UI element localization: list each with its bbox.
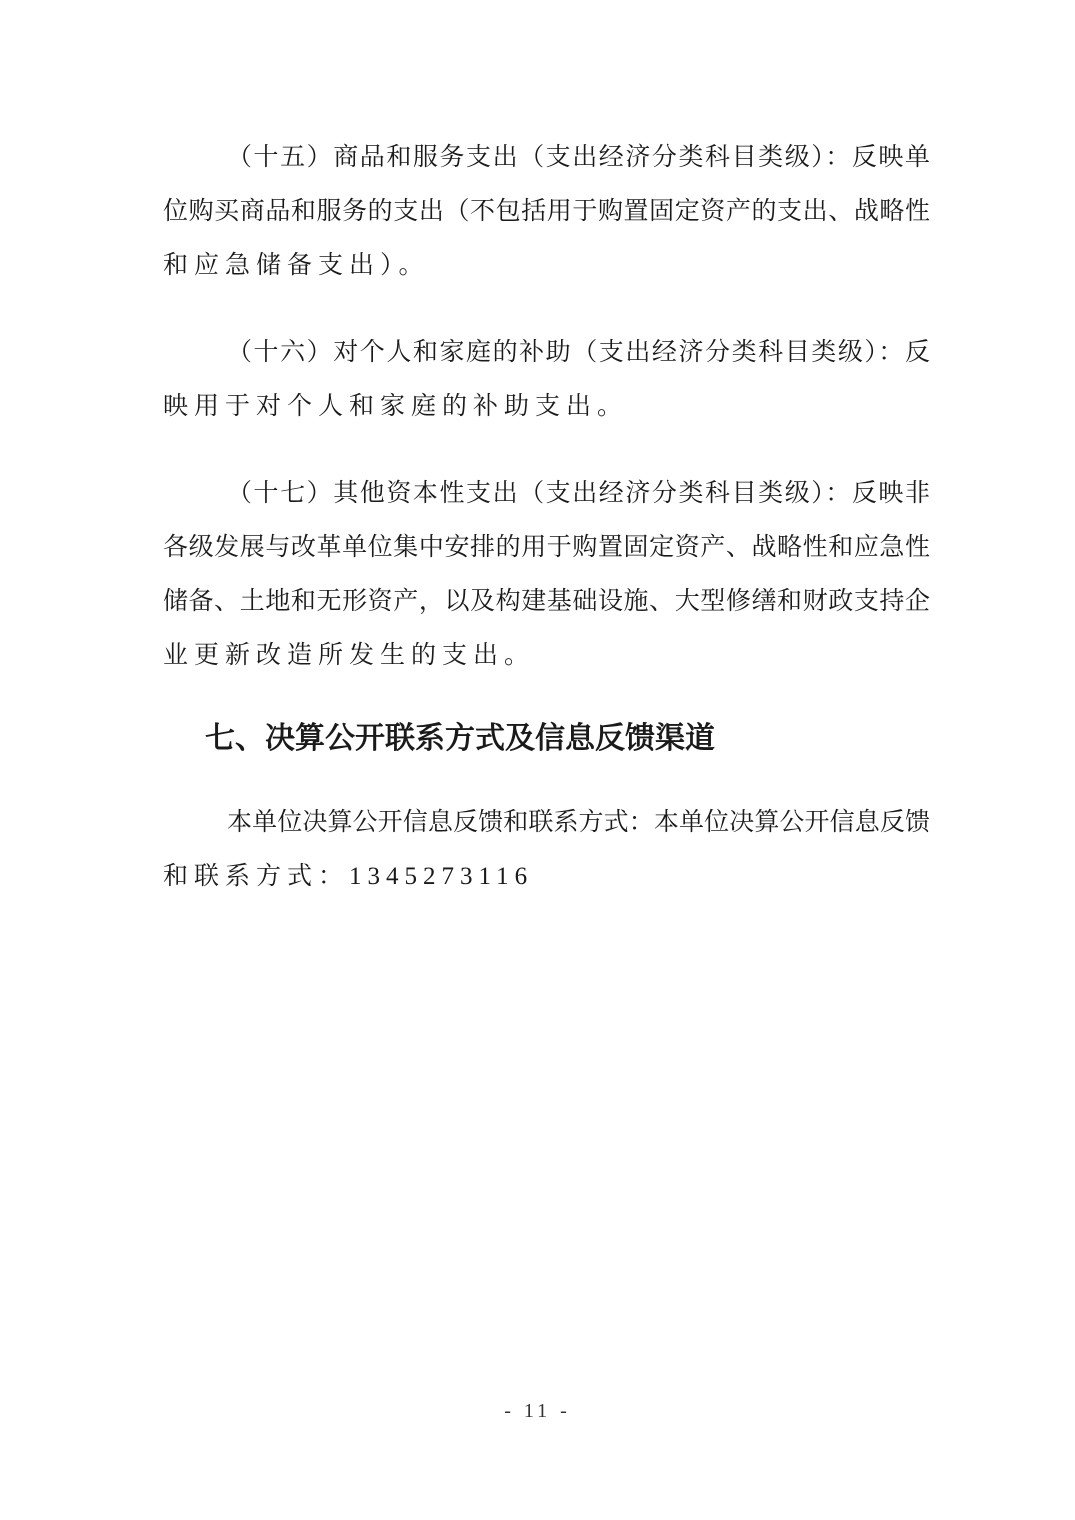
contact-paragraph-line-1: 本单位决算公开信息反馈和联系方式：本单位决算公开信息反馈 — [227, 809, 930, 836]
section-heading: 七、决算公开联系方式及信息反馈渠道 — [205, 722, 715, 755]
paragraph-17-line-1: （十七）其他资本性支出（支出经济分类科目类级）：反映非 — [227, 480, 930, 507]
paragraph-17 — [163, 467, 930, 683]
paragraph-16-line-1: （十六）对个人和家庭的补助（支出经济分类科目类级）：反 — [227, 339, 930, 366]
paragraph-17-line-3: 储备、土地和无形资产，以及构建基础设施、大型修缮和财政支持企 — [163, 588, 930, 615]
paragraph-16-line-2: 映用于对个人和家庭的补助支出。 — [163, 393, 629, 420]
paragraph-15 — [163, 131, 930, 293]
contact-paragraph-line-2: 和联系方式：1345273116 — [163, 863, 534, 890]
paragraph-17-line-4: 业更新改造所发生的支出。 — [163, 642, 536, 669]
page-number: - 11 - — [504, 1400, 571, 1422]
paragraph-17-line-2: 各级发展与改革单位集中安排的用于购置固定资产、战略性和应急性 — [163, 534, 930, 561]
contact-paragraph — [163, 796, 930, 904]
paragraph-16 — [163, 326, 930, 434]
paragraph-15-line-1: （十五）商品和服务支出（支出经济分类科目类级）：反映单 — [227, 144, 930, 171]
paragraph-15-line-2: 位购买商品和服务的支出（不包括用于购置固定资产的支出、战略性 — [163, 198, 930, 225]
document-body — [163, 131, 930, 904]
paragraph-15-line-3: 和应急储备支出）。 — [163, 252, 430, 279]
